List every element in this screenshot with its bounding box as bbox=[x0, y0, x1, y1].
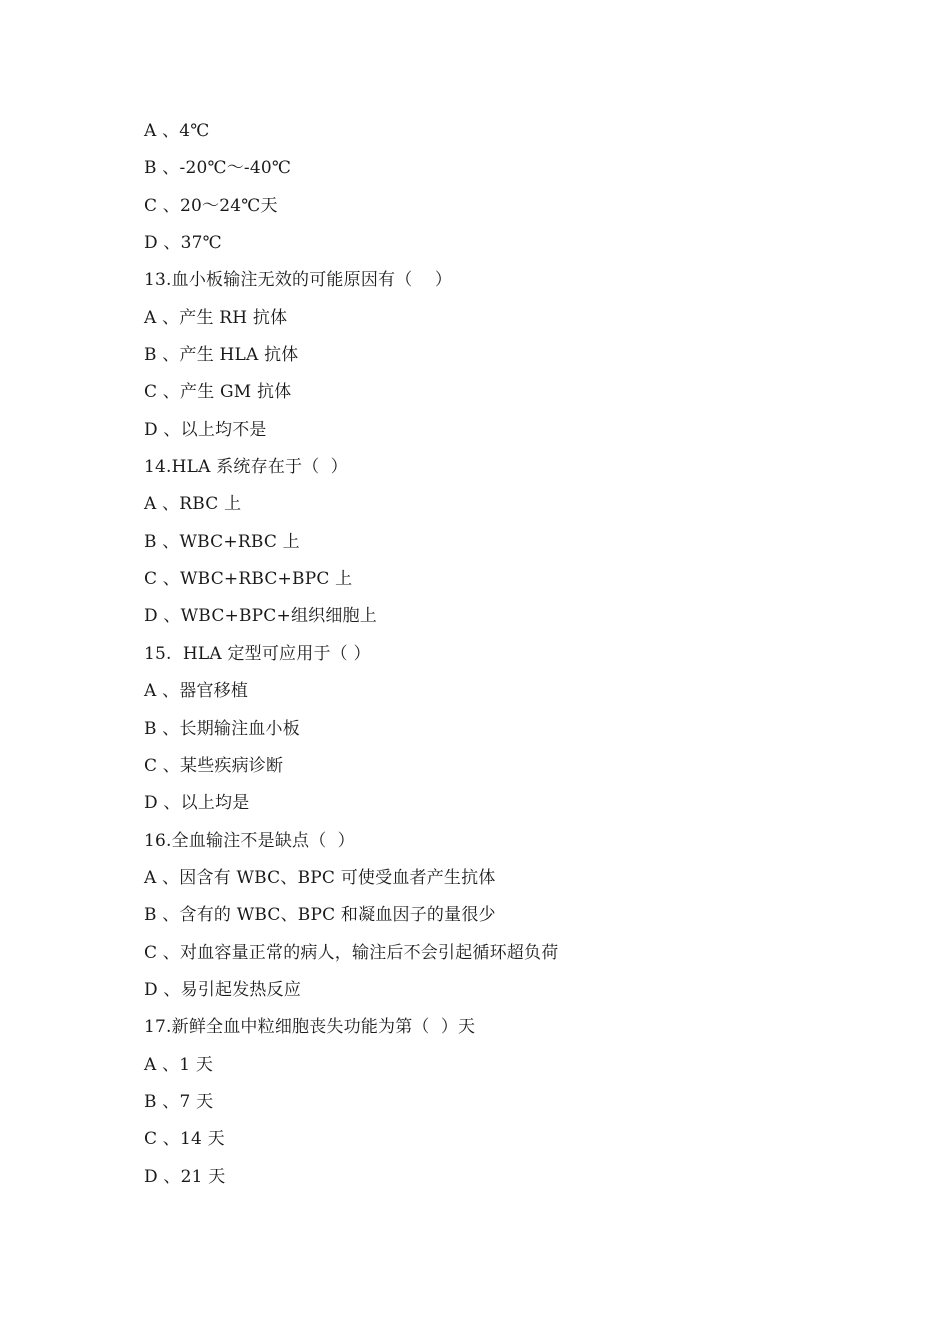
q14-option-d: D 、WBC+BPC+组织细胞上 bbox=[144, 606, 377, 627]
q12-option-a: A 、4℃ bbox=[144, 121, 210, 141]
q14-question: 14.HLA 系统存在于（ ） bbox=[144, 457, 348, 478]
q15-option-c: C 、某些疾病诊断 bbox=[144, 755, 284, 776]
q15-question: 15. HLA 定型可应用于（ ） bbox=[144, 643, 371, 664]
q17-option-a: A 、1 天 bbox=[144, 1054, 214, 1075]
q16-option-b: B 、含有的 WBC、BPC 和凝血因子的量很少 bbox=[144, 905, 496, 926]
q15-option-b: B 、长期输注血小板 bbox=[144, 718, 300, 739]
q12-option-d: D 、37℃ bbox=[144, 233, 222, 254]
q15-option-a: A 、器官移植 bbox=[144, 681, 249, 702]
q13-question: 13.血小板输注无效的可能原因有（ ） bbox=[144, 270, 453, 291]
document-page bbox=[144, 113, 864, 1196]
q15-option-d: D 、以上均是 bbox=[144, 793, 250, 814]
q14-option-b: B 、WBC+RBC 上 bbox=[144, 531, 300, 552]
q16-option-d: D 、易引起发热反应 bbox=[144, 979, 302, 1000]
q12-option-c: C 、20～24℃天 bbox=[144, 195, 278, 216]
q13-option-b: B 、产生 HLA 抗体 bbox=[144, 345, 299, 366]
q13-option-a: A 、产生 RH 抗体 bbox=[144, 307, 288, 328]
q17-question: 17.新鲜全血中粒细胞丧失功能为第（ ）天 bbox=[144, 1017, 476, 1038]
q17-option-d: D 、21 天 bbox=[144, 1166, 226, 1187]
q17-option-c: C 、14 天 bbox=[144, 1129, 225, 1150]
q13-option-c: C 、产生 GM 抗体 bbox=[144, 382, 292, 403]
q12-option-b: B 、-20℃～-40℃ bbox=[144, 158, 292, 179]
q16-option-c: C 、对血容量正常的病人，输注后不会引起循环超负荷 bbox=[144, 942, 559, 963]
q14-option-c: C 、WBC+RBC+BPC 上 bbox=[144, 569, 353, 590]
q13-option-d: D 、以上均不是 bbox=[144, 419, 267, 440]
q16-option-a: A 、因含有 WBC、BPC 可使受血者产生抗体 bbox=[144, 867, 496, 888]
q14-option-a: A 、RBC 上 bbox=[144, 494, 242, 515]
q17-option-b: B 、7 天 bbox=[144, 1091, 214, 1112]
q16-question: 16.全血输注不是缺点（ ） bbox=[144, 830, 355, 851]
